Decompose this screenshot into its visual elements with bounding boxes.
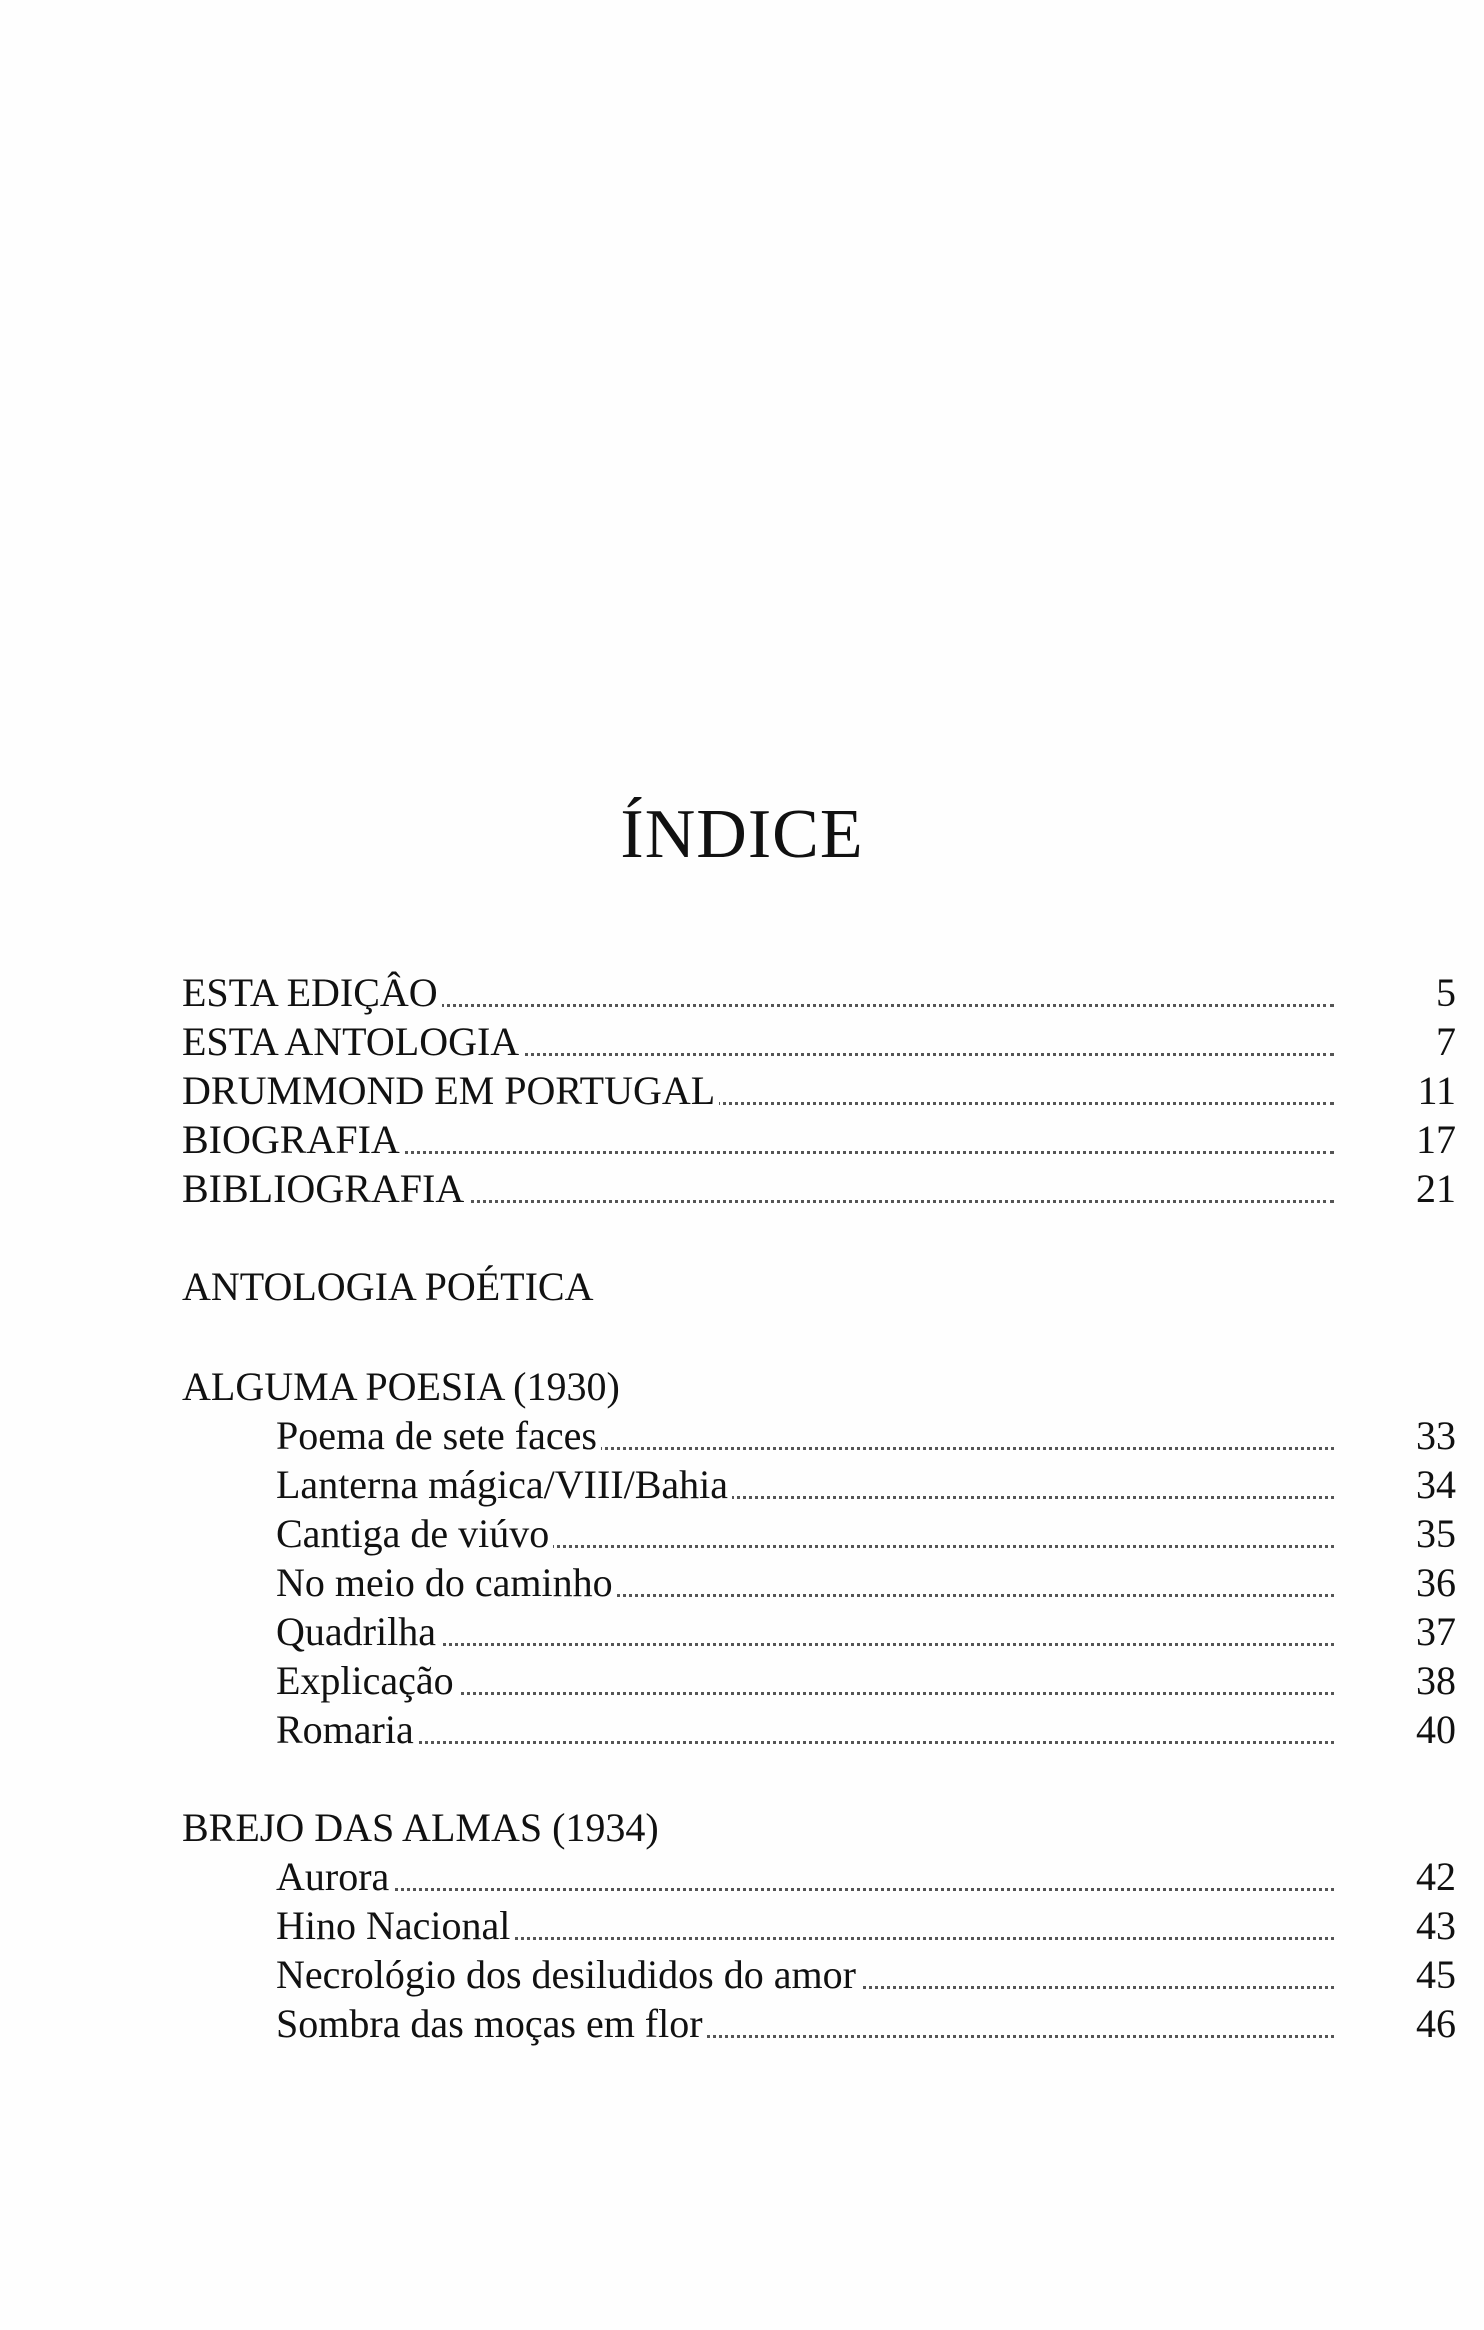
page-number: 38 xyxy=(1416,1658,1456,1703)
section-list xyxy=(182,1411,1456,1754)
entry-label: ESTA EDIÇÂO xyxy=(182,968,442,1017)
entry-label: Quadrilha xyxy=(276,1607,440,1656)
part-heading: ANTOLOGIA POÉTICA xyxy=(182,1264,594,1309)
page-number: 33 xyxy=(1416,1413,1456,1458)
page-number: 36 xyxy=(1416,1560,1456,1605)
page-number: 40 xyxy=(1416,1707,1456,1752)
toc-entry xyxy=(182,1705,1456,1754)
page-title: ÍNDICE xyxy=(620,796,864,873)
entry-label: Sombra das moças em flor xyxy=(276,1999,707,2048)
entry-label: Necrológio dos desiludidos do amor xyxy=(276,1950,860,1999)
entry-label: Poema de sete faces xyxy=(276,1411,601,1460)
entry-label: Aurora xyxy=(276,1852,393,1901)
entry-label: BIBLIOGRAFIA xyxy=(182,1164,468,1213)
page-number: 46 xyxy=(1416,2001,1456,2046)
page-number: 21 xyxy=(1416,1166,1456,1211)
page-number: 5 xyxy=(1436,970,1456,1015)
page-number: 42 xyxy=(1416,1854,1456,1899)
entry-label: Hino Nacional xyxy=(276,1901,514,1950)
entry-label: ESTA ANTOLOGIA xyxy=(182,1017,523,1066)
entry-label: No meio do caminho xyxy=(276,1558,617,1607)
front-matter-list xyxy=(182,968,1456,1213)
page-number: 7 xyxy=(1436,1019,1456,1064)
leader-dots xyxy=(276,1842,1334,1891)
toc-entry xyxy=(182,1164,1456,1213)
page-number: 17 xyxy=(1416,1117,1456,1162)
entry-label: Lanterna mágica/VIII/Bahia xyxy=(276,1460,732,1509)
section-heading: BREJO DAS ALMAS (1934) xyxy=(182,1805,659,1850)
page-number: 37 xyxy=(1416,1609,1456,1654)
page-number: 34 xyxy=(1416,1462,1456,1507)
section-list xyxy=(182,1852,1456,2048)
entry-label: DRUMMOND EM PORTUGAL xyxy=(182,1066,719,1115)
entry-label: Cantiga de viúvo xyxy=(276,1509,553,1558)
toc-entry xyxy=(182,1999,1456,2048)
page-number: 45 xyxy=(1416,1952,1456,1997)
entry-label: BIOGRAFIA xyxy=(182,1115,404,1164)
section-heading: ALGUMA POESIA (1930) xyxy=(182,1364,620,1409)
leader-dots xyxy=(276,1695,1334,1744)
entry-label: Explicação xyxy=(276,1656,458,1705)
page-number: 43 xyxy=(1416,1903,1456,1948)
entry-label: Romaria xyxy=(276,1705,418,1754)
page-number: 35 xyxy=(1416,1511,1456,1556)
page-number: 11 xyxy=(1417,1068,1456,1113)
